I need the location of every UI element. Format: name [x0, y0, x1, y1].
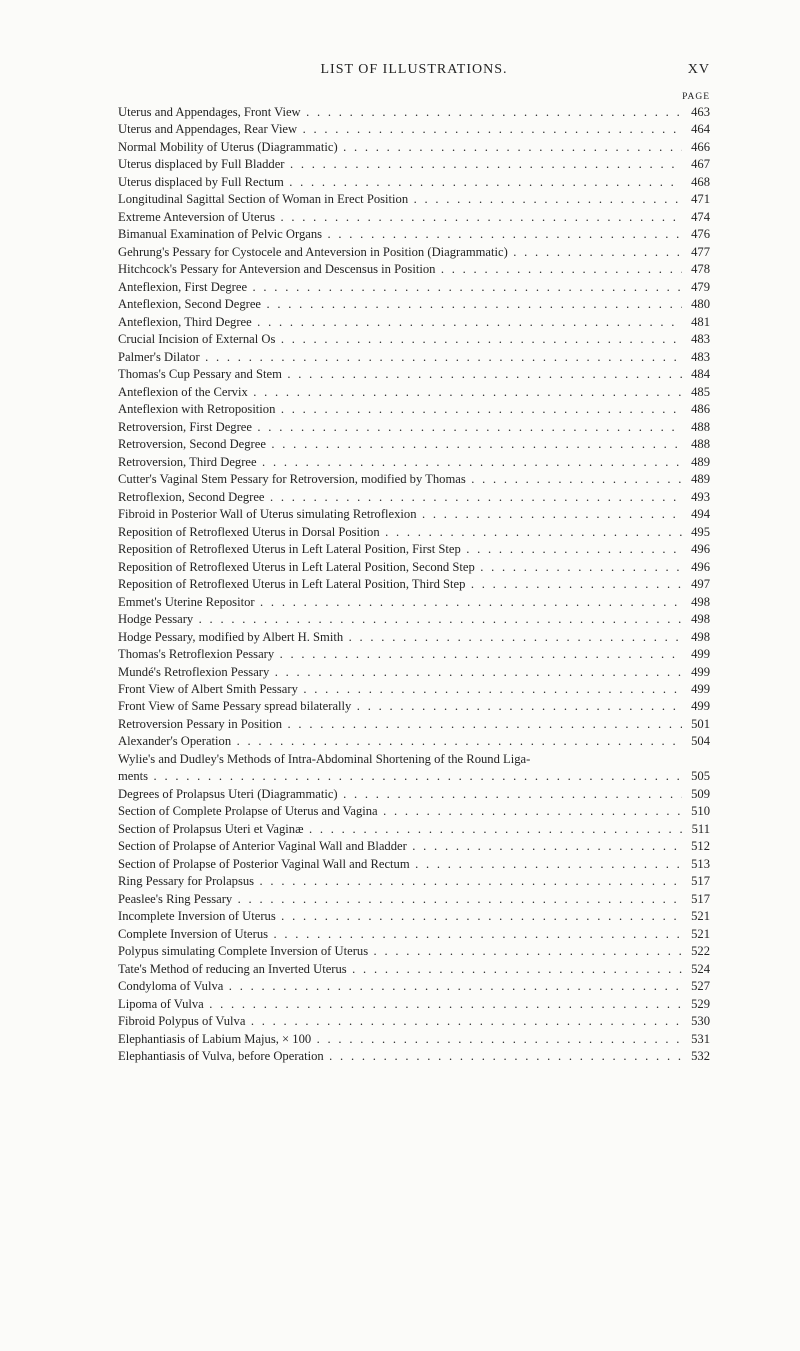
- list-item: [118, 471, 710, 488]
- entry-page-number: 499: [682, 646, 710, 663]
- entry-label: Section of Complete Prolapse of Uterus and Vagina . . .: [118, 804, 710, 818]
- entry-label: Incomplete Inversion of Uterus . . .: [118, 909, 710, 923]
- entry-page-number: 484: [682, 366, 710, 383]
- entry-label: Retroflexion, Second Degree . . .: [118, 490, 710, 504]
- entry-label: Section of Prolapse of Posterior Vaginal Wall and Rectum . . .: [118, 857, 710, 871]
- list-item: [118, 926, 710, 943]
- entry-page-number: 509: [682, 786, 710, 803]
- entry-label: Anteflexion, Third Degree . . .: [118, 315, 710, 329]
- entry-page-number: 489: [682, 454, 710, 471]
- illustrations-list: [118, 104, 710, 1066]
- entry-page-number: 499: [682, 664, 710, 681]
- list-item: [118, 436, 710, 453]
- entry-page-number: 468: [682, 174, 710, 191]
- entry-page-number: 480: [682, 296, 710, 313]
- list-item: [118, 524, 710, 541]
- list-item: [118, 873, 710, 890]
- list-item: [118, 786, 710, 803]
- entry-label: Reposition of Retroflexed Uterus in Dorsal Position . . .: [118, 525, 710, 539]
- entry-label: Peaslee's Ring Pessary . . .: [118, 892, 710, 906]
- list-item: [118, 366, 710, 383]
- list-item: [118, 803, 710, 820]
- entry-label: Extreme Anteversion of Uterus . . .: [118, 210, 710, 224]
- page-title: LIST OF ILLUSTRATIONS.: [320, 62, 508, 77]
- list-item: [118, 541, 710, 558]
- entry-label: Thomas's Retroflexion Pessary . . .: [118, 647, 710, 661]
- entry-label: Mundé's Retroflexion Pessary . . .: [118, 665, 710, 679]
- entry-label: Anteflexion of the Cervix . . .: [118, 385, 710, 399]
- entry-page-number: 522: [682, 943, 710, 960]
- entry-label: Thomas's Cup Pessary and Stem . . .: [118, 367, 710, 381]
- list-item: [118, 279, 710, 296]
- entry-label: ments . . .: [118, 769, 710, 783]
- list-item: [118, 296, 710, 313]
- entry-page-number: 477: [682, 244, 710, 261]
- list-item: [118, 314, 710, 331]
- entry-page-number: 466: [682, 139, 710, 156]
- list-item: [118, 1013, 710, 1030]
- entry-label: Longitudinal Sagittal Section of Woman in Erect Position . . .: [118, 192, 710, 206]
- list-item: [118, 664, 710, 681]
- list-item: [118, 698, 710, 715]
- list-item: [118, 646, 710, 663]
- list-item: [118, 261, 710, 278]
- entry-label: Bimanual Examination of Pelvic Organs . . .: [118, 227, 710, 241]
- entry-page-number: 496: [682, 559, 710, 576]
- entry-label: Hodge Pessary, modified by Albert H. Smith . . .: [118, 630, 710, 644]
- list-item: [118, 611, 710, 628]
- entry-label: Front View of Same Pessary spread bilaterally . . .: [118, 699, 710, 713]
- entry-label: Fibroid Polypus of Vulva . . .: [118, 1014, 710, 1028]
- entry-label: Uterus displaced by Full Rectum . . .: [118, 175, 710, 189]
- entry-page-number: 493: [682, 489, 710, 506]
- entry-label: Anteflexion, First Degree . . .: [118, 280, 710, 294]
- entry-label: Alexander's Operation . . .: [118, 734, 710, 748]
- entry-page-number: 512: [682, 838, 710, 855]
- entry-page-number: 471: [682, 191, 710, 208]
- entry-page-number: 505: [682, 768, 710, 785]
- entry-label: Ring Pessary for Prolapsus . . .: [118, 874, 710, 888]
- entry-label: Crucial Incision of External Os . . .: [118, 332, 710, 346]
- entry-label: Anteflexion, Second Degree . . .: [118, 297, 710, 311]
- entry-page-number: 478: [682, 261, 710, 278]
- entry-label: Uterus and Appendages, Front View . . .: [118, 105, 710, 119]
- list-item: [118, 349, 710, 366]
- entry-label: Cutter's Vaginal Stem Pessary for Retroversion, modified by Thomas . . .: [118, 472, 710, 486]
- entry-label: Retroversion, First Degree . . .: [118, 420, 710, 434]
- entry-label: Condyloma of Vulva . . .: [118, 979, 710, 993]
- list-item: [118, 191, 710, 208]
- entry-page-number: 532: [682, 1048, 710, 1065]
- entry-label: Normal Mobility of Uterus (Diagrammatic) . . .: [118, 140, 710, 154]
- entry-page-number: 498: [682, 594, 710, 611]
- list-item: [118, 331, 710, 348]
- entry-page-number: 530: [682, 1013, 710, 1030]
- list-item: [118, 559, 710, 576]
- entry-page-number: 499: [682, 698, 710, 715]
- list-item: [118, 838, 710, 855]
- entry-page-number: 488: [682, 419, 710, 436]
- entry-page-number: 524: [682, 961, 710, 978]
- entry-page-number: 498: [682, 629, 710, 646]
- list-item: [118, 489, 710, 506]
- entry-label: Section of Prolapsus Uteri et Vaginæ . . .: [118, 822, 710, 836]
- list-item: [118, 908, 710, 925]
- entry-page-number: 486: [682, 401, 710, 418]
- entry-label: Emmet's Uterine Repositor . . .: [118, 595, 710, 609]
- entry-label: Anteflexion with Retroposition . . .: [118, 402, 710, 416]
- entry-label: Retroversion, Second Degree . . .: [118, 437, 710, 451]
- entry-label: Elephantiasis of Vulva, before Operation . . .: [118, 1049, 710, 1063]
- entry-page-number: 489: [682, 471, 710, 488]
- entry-page-number: 495: [682, 524, 710, 541]
- list-item: [118, 943, 710, 960]
- entry-page-number: 517: [682, 873, 710, 890]
- entry-label: Fibroid in Posterior Wall of Uterus simulating Retroflexion . . .: [118, 507, 710, 521]
- list-item: [118, 594, 710, 611]
- list-item: [118, 768, 710, 785]
- entry-page-number: 531: [682, 1031, 710, 1048]
- entry-page-number: 467: [682, 156, 710, 173]
- entry-label: Elephantiasis of Labium Majus, × 100 . . .: [118, 1032, 710, 1046]
- entry-label: Reposition of Retroflexed Uterus in Left Lateral Position, Second Step . . .: [118, 560, 710, 574]
- entry-page-number: 513: [682, 856, 710, 873]
- list-item: [118, 1048, 710, 1065]
- list-item: [118, 209, 710, 226]
- entry-label: Retroversion Pessary in Position . . .: [118, 717, 710, 731]
- entry-label: Retroversion, Third Degree . . .: [118, 455, 710, 469]
- entry-page-number: 479: [682, 279, 710, 296]
- list-item: [118, 716, 710, 733]
- list-item: [118, 996, 710, 1013]
- list-item: [118, 401, 710, 418]
- entry-label: Hodge Pessary . . .: [118, 612, 710, 626]
- list-item: [118, 174, 710, 191]
- entry-page-number: 517: [682, 891, 710, 908]
- list-item: [118, 419, 710, 436]
- entry-page-number: 474: [682, 209, 710, 226]
- list-item: [118, 821, 710, 838]
- entry-label: Complete Inversion of Uterus . . .: [118, 927, 710, 941]
- list-item: [118, 978, 710, 995]
- entry-label: Hitchcock's Pessary for Anteversion and Descensus in Position . . .: [118, 262, 710, 276]
- list-item: [118, 139, 710, 156]
- entry-page-number: 496: [682, 541, 710, 558]
- entry-page-number: 529: [682, 996, 710, 1013]
- folio-number: XV: [687, 62, 710, 77]
- list-item: [118, 104, 710, 121]
- entry-page-number: 485: [682, 384, 710, 401]
- entry-label: Reposition of Retroflexed Uterus in Left Lateral Position, Third Step . . .: [118, 577, 710, 591]
- entry-page-number: 497: [682, 576, 710, 593]
- list-item: [118, 629, 710, 646]
- list-item: [118, 961, 710, 978]
- entry-page-number: 488: [682, 436, 710, 453]
- entry-page-number: 511: [682, 821, 710, 838]
- entry-label: Uterus displaced by Full Bladder . . .: [118, 157, 710, 171]
- entry-page-number: 476: [682, 226, 710, 243]
- list-item: [118, 244, 710, 261]
- list-item: [118, 454, 710, 471]
- entry-page-number: 501: [682, 716, 710, 733]
- entry-page-number: 481: [682, 314, 710, 331]
- entry-label: Front View of Albert Smith Pessary . . .: [118, 682, 710, 696]
- entry-label: Degrees of Prolapsus Uteri (Diagrammatic) . . .: [118, 787, 710, 801]
- list-item: [118, 226, 710, 243]
- list-item: [118, 506, 710, 523]
- entry-label: Polypus simulating Complete Inversion of Uterus . . .: [118, 944, 710, 958]
- entry-label: Tate's Method of reducing an Inverted Uterus . . .: [118, 962, 710, 976]
- entry-page-number: 463: [682, 104, 710, 121]
- entry-page-number: 483: [682, 349, 710, 366]
- entry-label: Gehrung's Pessary for Cystocele and Anteversion in Position (Diagrammatic) . . .: [118, 245, 710, 259]
- entry-page-number: 521: [682, 908, 710, 925]
- list-item: [118, 156, 710, 173]
- entry-label: Wylie's and Dudley's Methods of Intra-Abdominal Shortening of the Round Liga-: [118, 752, 534, 766]
- entry-label: Section of Prolapse of Anterior Vaginal Wall and Bladder . . .: [118, 839, 710, 853]
- entry-page-number: 483: [682, 331, 710, 348]
- list-item: [118, 576, 710, 593]
- list-item: [118, 733, 710, 750]
- list-item: [118, 681, 710, 698]
- list-item: [118, 121, 710, 138]
- list-item: [118, 891, 710, 908]
- entry-label: Reposition of Retroflexed Uterus in Left Lateral Position, First Step . . .: [118, 542, 710, 556]
- entry-page-number: 510: [682, 803, 710, 820]
- entry-page-number: 499: [682, 681, 710, 698]
- entry-page-number: 494: [682, 506, 710, 523]
- entry-label: Lipoma of Vulva . . .: [118, 997, 710, 1011]
- entry-page-number: 498: [682, 611, 710, 628]
- entry-page-number: 521: [682, 926, 710, 943]
- list-item: [118, 751, 710, 768]
- entry-label: Uterus and Appendages, Rear View . . .: [118, 122, 710, 136]
- list-item: [118, 1031, 710, 1048]
- list-item: [118, 384, 710, 401]
- running-head: [118, 62, 710, 84]
- entry-page-number: 504: [682, 733, 710, 750]
- entry-label: Palmer's Dilator . . .: [118, 350, 710, 364]
- list-item: [118, 856, 710, 873]
- page-column-label: PAGE: [682, 92, 710, 102]
- entry-page-number: 527: [682, 978, 710, 995]
- entry-page-number: 464: [682, 121, 710, 138]
